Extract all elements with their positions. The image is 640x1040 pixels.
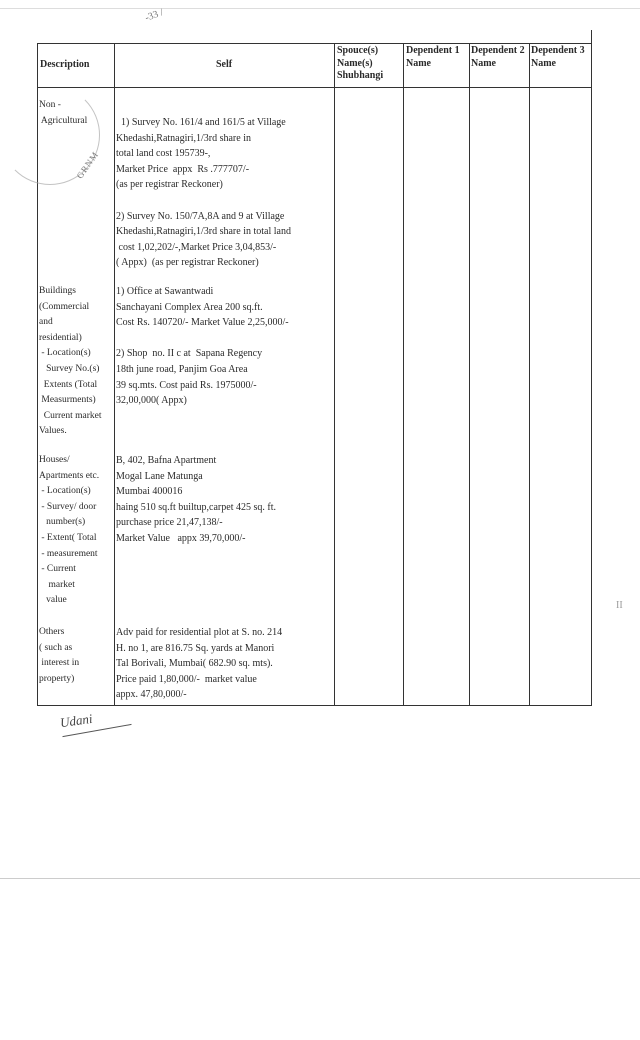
table-top-border (37, 43, 591, 44)
scan-edge-bottom (0, 878, 640, 879)
header-spouse: Spouce(s) Name(s) Shubhangi (337, 45, 384, 81)
row-non-agricultural-self: 1) Survey No. 161/4 and 161/5 at Village Khedashi,Ratnagiri,1/3rd share in total land cost 195739-, Market Price appx Rs .777707/- (as per registrar Reckoner) 2) Survey No. 150/7A,8A and 9 at Village Khedashi,Ratnagiri,1/3rd share in total land cost 1,02,202/-,Market Price 3,04,853/- ( Appx) (as per registrar Reckoner) (116, 117, 291, 269)
margin-mark: II (616, 600, 623, 611)
row-houses-self: B, 402, Bafna Apartment Mogal Lane Matunga Mumbai 400016 haing 510 sq.ft builtup,carpet 425 sq. ft. purchase price 21,47,138/- Market Value appx 39,70,000/- (116, 455, 276, 544)
scan-edge-top (0, 8, 640, 9)
header-dependent-1: Dependent 1 Name (406, 45, 460, 69)
header-divider (37, 87, 591, 88)
table-bottom-border (37, 705, 591, 706)
row-others-description: Others ( such as interest in property) (39, 627, 80, 684)
col-line (334, 43, 335, 706)
top-scribble: -33 / (143, 7, 165, 24)
header-self: Self (215, 59, 233, 70)
signature: Udani (59, 710, 94, 731)
col-line (529, 43, 530, 706)
header-dependent-3: Dependent 3 Name (531, 45, 585, 69)
col-line (591, 30, 592, 706)
col-line (403, 43, 404, 706)
header-description: Description (40, 59, 90, 70)
col-line (114, 43, 115, 706)
stamp-text: GRNM (74, 149, 101, 181)
col-line (469, 43, 470, 706)
row-others-self: Adv paid for residential plot at S. no. 214 H. no 1, are 816.75 Sq. yards at Manori Tal Borivali, Mumbai( 682.90 sq. mts). Price paid 1,80,000/- market value appx. 47,80,000/- (116, 627, 283, 701)
header-dependent-2: Dependent 2 Name (471, 45, 525, 69)
row-buildings-description: Buildings (Commercial and residential) - Location(s) Survey No.(s) Extents (Total Measurments) Current market Values. (39, 286, 102, 437)
row-buildings-self: 1) Office at Sawantwadi Sanchayani Complex Area 200 sq.ft. Cost Rs. 140720/- Market Value 2,25,000/- 2) Shop no. II c at Sapana Regency 18th june road, Panjim Goa Area 39 sq.mts. Cost paid Rs. 1975000/- 32,00,000( Appx) (116, 286, 289, 407)
row-non-agricultural-description: Non - Agricultural (39, 100, 88, 126)
row-houses-description: Houses/ Apartments etc. - Location(s) - Survey/ door number(s) - Extent( Total - measurement - Current market value (39, 455, 100, 606)
